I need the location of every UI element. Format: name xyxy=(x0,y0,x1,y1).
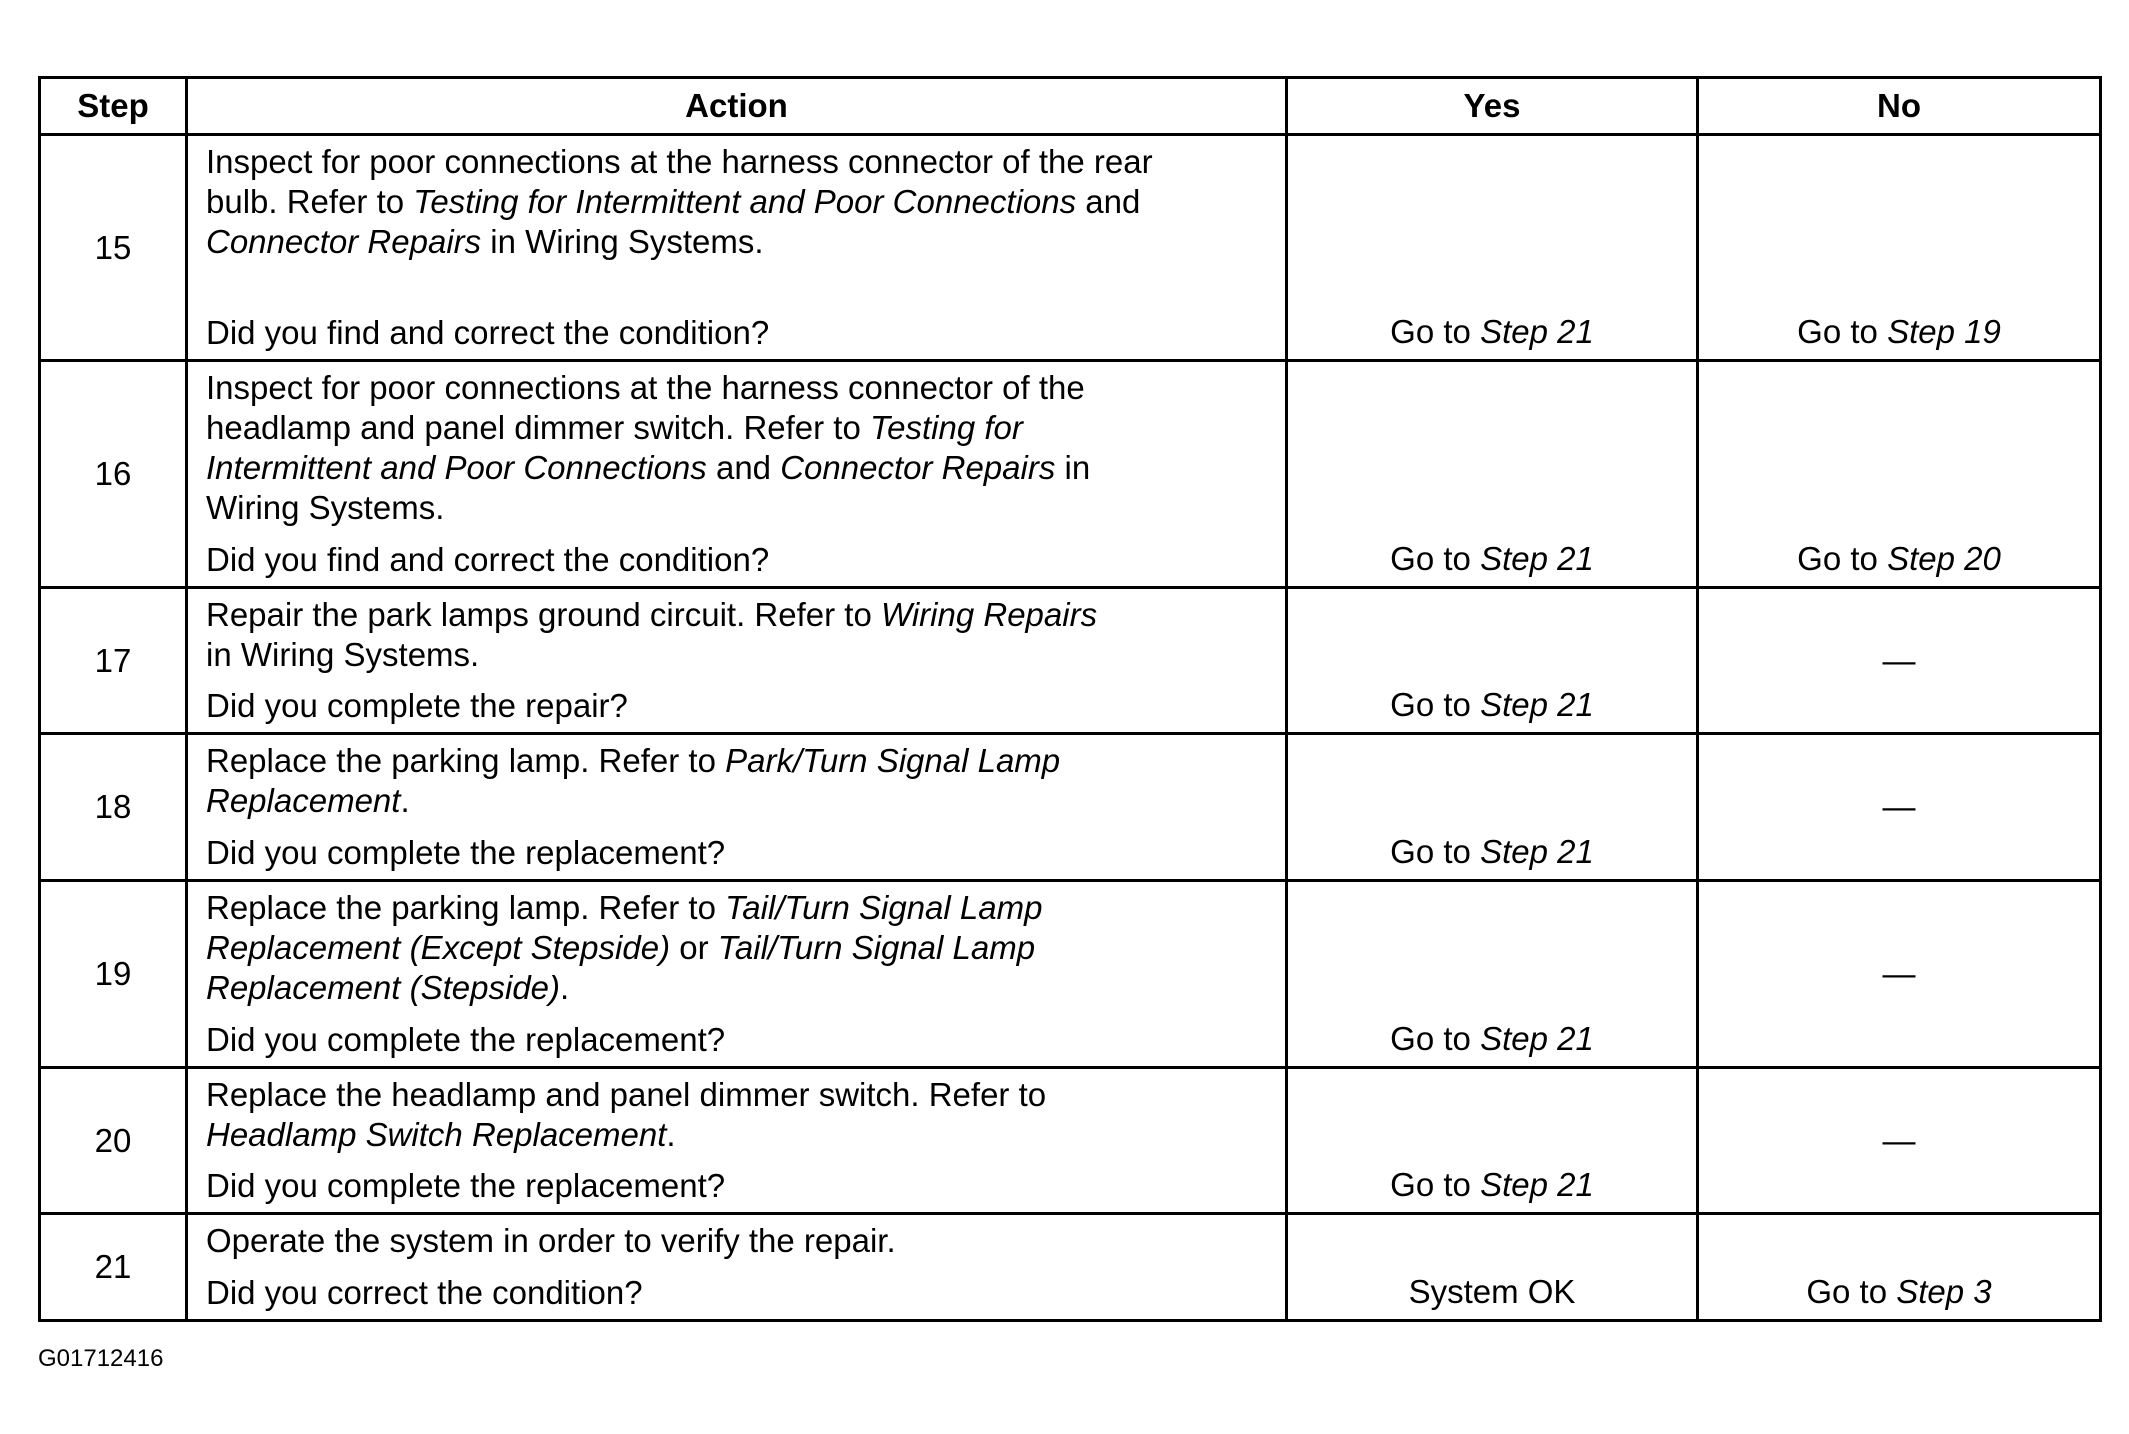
action-instruction xyxy=(206,595,1285,675)
no-outcome xyxy=(1698,361,2101,588)
no-reference: Step 20 xyxy=(1887,540,2001,577)
table-row xyxy=(40,1068,2101,1214)
header-row xyxy=(40,78,2101,135)
action-question: Did you correct the condition? xyxy=(206,1274,643,1311)
step-number: 21 xyxy=(40,1214,187,1321)
yes-reference: Step 21 xyxy=(1480,1166,1594,1203)
instruction-text: . xyxy=(560,969,570,1006)
action-question: Did you complete the repair? xyxy=(206,687,628,724)
yes-outcome xyxy=(1287,881,1698,1068)
table-row xyxy=(40,881,2101,1068)
action-instruction xyxy=(206,741,1285,821)
table-row xyxy=(40,135,2101,361)
instruction-text: Inspect for poor connections at the harness connector of the rear bulb. Refer to xyxy=(206,143,1153,220)
diagnostic-table xyxy=(38,76,2102,1322)
action-cell xyxy=(187,361,1287,588)
no-text: — xyxy=(1882,955,1916,992)
yes-text: Go to xyxy=(1390,1166,1481,1203)
instruction-text: Replace the parking lamp. Refer to xyxy=(206,889,726,926)
action-content xyxy=(206,362,1285,586)
action-content xyxy=(206,1069,1285,1212)
instruction-text: Replace the parking lamp. Refer to xyxy=(206,742,726,779)
yes-reference: Step 21 xyxy=(1480,1020,1594,1057)
action-cell xyxy=(187,734,1287,881)
action-cell xyxy=(187,135,1287,361)
step-number: 16 xyxy=(40,361,187,588)
action-content xyxy=(206,589,1285,732)
step-number: 18 xyxy=(40,734,187,881)
no-outcome xyxy=(1698,1068,2101,1214)
action-cell xyxy=(187,1214,1287,1321)
yes-text: Go to xyxy=(1390,313,1481,350)
action-instruction xyxy=(206,888,1285,1008)
action-content xyxy=(206,1215,1285,1319)
instruction-reference: Tail/Turn Signal Lamp Replacement (Stepside) xyxy=(206,929,1036,1006)
header-yes: Yes xyxy=(1287,78,1698,135)
instruction-text: . xyxy=(666,1116,676,1153)
header-action: Action xyxy=(187,78,1287,135)
action-content xyxy=(206,136,1285,359)
action-cell xyxy=(187,881,1287,1068)
header-step: Step xyxy=(40,78,187,135)
action-question: Did you complete the replacement? xyxy=(206,834,726,871)
instruction-text: . xyxy=(400,782,410,819)
instruction-reference: Wiring Repairs xyxy=(880,596,1098,633)
instruction-text: or xyxy=(670,929,718,966)
yes-text: Go to xyxy=(1390,1020,1481,1057)
yes-text: Go to xyxy=(1390,833,1481,870)
step-number: 17 xyxy=(40,588,187,734)
yes-reference: Step 21 xyxy=(1480,833,1594,870)
yes-text: Go to xyxy=(1390,540,1481,577)
step-number: 15 xyxy=(40,135,187,361)
instruction-text: in Wiring Systems. xyxy=(206,449,1091,526)
instruction-text: and xyxy=(706,449,781,486)
table-row xyxy=(40,361,2101,588)
action-instruction xyxy=(206,142,1285,262)
instruction-reference: Connector Repairs xyxy=(780,449,1056,486)
action-instruction xyxy=(206,368,1285,528)
instruction-text: Replace the headlamp and panel dimmer switch. Refer to xyxy=(206,1076,1047,1113)
step-number: 20 xyxy=(40,1068,187,1214)
no-outcome xyxy=(1698,1214,2101,1321)
action-cell xyxy=(187,1068,1287,1214)
instruction-reference: Park/Turn Signal Lamp Replacement xyxy=(206,742,1061,819)
yes-outcome xyxy=(1287,1068,1698,1214)
yes-reference: Step 21 xyxy=(1480,540,1594,577)
yes-text: System OK xyxy=(1408,1273,1576,1310)
step-number: 19 xyxy=(40,881,187,1068)
yes-outcome xyxy=(1287,361,1698,588)
instruction-reference: Testing for Intermittent and Poor Connections xyxy=(413,183,1077,220)
no-text: — xyxy=(1882,641,1916,679)
yes-outcome xyxy=(1287,1214,1698,1321)
no-outcome xyxy=(1698,135,2101,361)
no-reference: Step 19 xyxy=(1887,313,2001,350)
action-content xyxy=(206,882,1285,1066)
instruction-text: Inspect for poor connections at the harness connector of the headlamp and panel dimmer switch. Refer to xyxy=(206,369,1085,446)
instruction-reference: Intermittent and Poor Connections xyxy=(206,449,707,486)
no-text: Go to xyxy=(1797,540,1888,577)
instruction-reference: Headlamp Switch Replacement xyxy=(206,1116,667,1153)
yes-outcome xyxy=(1287,588,1698,734)
action-question: Did you find and correct the condition? xyxy=(206,541,770,578)
figure-id: G01712416 xyxy=(38,1345,164,1372)
no-text: — xyxy=(1882,788,1916,825)
action-question: Did you complete the replacement? xyxy=(206,1167,726,1204)
instruction-text: Repair the park lamps ground circuit. Refer to xyxy=(206,596,881,633)
instruction-text: and xyxy=(1085,183,1141,220)
instruction-reference: Tail/Turn Signal Lamp Replacement (Except Stepside) xyxy=(206,889,1043,966)
instruction-reference: Testing for xyxy=(870,409,1023,446)
action-cell xyxy=(187,588,1287,734)
no-text: — xyxy=(1882,1121,1916,1159)
no-outcome xyxy=(1698,734,2101,881)
table-body xyxy=(40,135,2101,1321)
yes-reference: Step 21 xyxy=(1480,686,1594,723)
yes-outcome xyxy=(1287,135,1698,361)
table-row xyxy=(40,588,2101,734)
no-text: Go to xyxy=(1797,313,1888,350)
table-row xyxy=(40,1214,2101,1321)
no-outcome xyxy=(1698,588,2101,734)
yes-reference: Step 21 xyxy=(1480,313,1594,350)
action-question: Did you find and correct the condition? xyxy=(206,314,770,351)
header-no: No xyxy=(1698,78,2101,135)
action-instruction xyxy=(206,1221,1285,1261)
table-row xyxy=(40,734,2101,881)
yes-text: Go to xyxy=(1390,686,1481,723)
instruction-text: in Wiring Systems. xyxy=(481,223,764,260)
no-outcome xyxy=(1698,881,2101,1068)
action-instruction xyxy=(206,1075,1285,1155)
no-text: Go to xyxy=(1806,1273,1897,1310)
action-content xyxy=(206,735,1285,879)
yes-outcome xyxy=(1287,734,1698,881)
instruction-text: Operate the system in order to verify the repair. xyxy=(206,1222,896,1259)
action-question: Did you complete the replacement? xyxy=(206,1021,726,1058)
no-reference: Step 3 xyxy=(1896,1273,1992,1310)
instruction-reference: Connector Repairs xyxy=(206,223,482,260)
instruction-text: in Wiring Systems. xyxy=(206,636,480,673)
